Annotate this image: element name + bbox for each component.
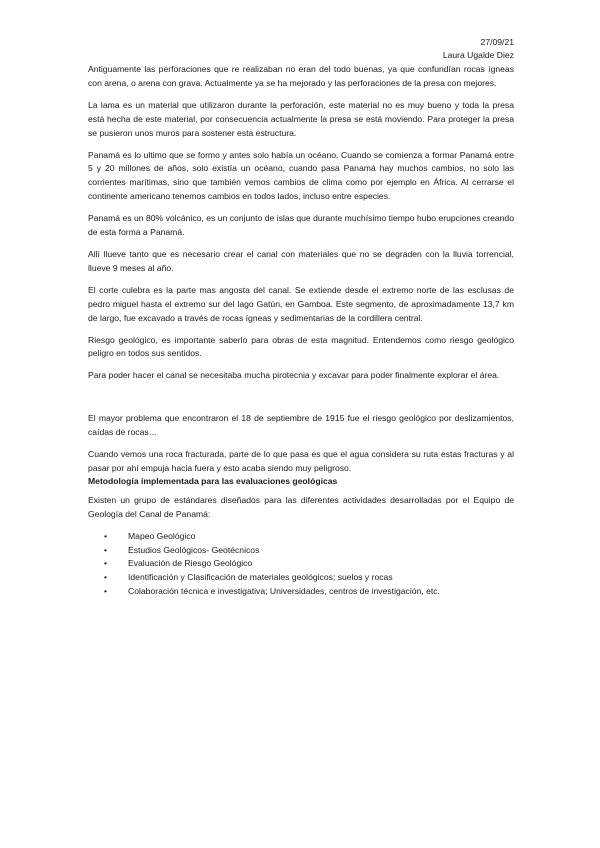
- list-item: [88, 585, 514, 599]
- paragraph: Panamá es un 80% volcánico, es un conjunto de islas que durante muchísimo tiempo hubo erupciones creando de esta forma a Panamá.: [88, 213, 514, 238]
- paragraph: Panamá es lo ultimo que se formo y antes solo había un océano. Cuando se comienza a formar Panamá entre 5 y 20 millones de años, solo existía un océano, cuando pasa Panamá hay muchos cambios, no solo las corrientes marítimas, sino que también vemos cambios de clima como por ejemplo en África. Al cerrarse el continente americano tenemos cambios en todos lados, incluso entre especies.: [88, 149, 514, 202]
- paragraph: El mayor problema que encontraron el 18 de septiembre de 1915 fue el riesgo geológico por deslizamientos, caídas de rocas…: [88, 413, 514, 438]
- bullet-icon: •: [104, 572, 108, 583]
- list-item: [88, 530, 514, 544]
- bullet-icon: •: [104, 558, 108, 569]
- list-item-text: Estudios Geológicos- Geotécnicos: [128, 544, 260, 555]
- bullet-icon: •: [104, 586, 108, 597]
- paragraph: Para poder hacer el canal se necesitaba mucha pirotecnia y excavar para poder finalmente explorar el área.: [88, 370, 500, 381]
- paragraph: Allí llueve tanto que es necesario crear el canal con materiales que no se degraden con la lluvia torrencial, llueve 9 meses al año.: [88, 248, 514, 273]
- bullet-icon: •: [104, 544, 108, 555]
- list-item-text: Colaboración técnica e investigativa; Universidades, centros de investigación, etc.: [128, 586, 440, 597]
- bullet-list: [88, 530, 514, 600]
- list-item: [88, 571, 514, 585]
- paragraph: Antiguamente las perforaciones que re realizaban no eran del todo buenas, ya que confundían rocas ígneas con arena, o arena con grava. Actualmente ya se ha mejorado y las perforaciones de la presa con mejores.: [88, 64, 514, 88]
- document-page: [88, 36, 514, 599]
- paragraph: Riesgo geológico, es importante saberlo para obras de esta magnitud. Entendemos como riesgo geológico peligro en todos sus sentidos.: [88, 334, 514, 359]
- document-header: [88, 36, 514, 62]
- header-date: 27/09/21: [480, 37, 514, 47]
- section-heading: Metodología implementada para las evaluaciones geológicas: [88, 475, 338, 486]
- section-intro: Existen un grupo de estándares diseñados para las diferentes actividades desarrolladas por el Equipo de Geología del Canal de Panamá:: [88, 494, 514, 519]
- list-item-text: Identificación y Clasificación de materiales geológicos; suelos y rocas: [128, 572, 393, 583]
- list-item: [88, 557, 514, 571]
- header-author: Laura Ugalde Diez: [442, 50, 514, 60]
- paragraph: Cuando vemos una roca fracturada, parte de lo que pasa es que el agua considera su ruta estas fracturas y al pasar por ahí empuja hacia fuera y esto acaba siendo muy peligroso.: [88, 449, 514, 473]
- list-item: [88, 544, 514, 558]
- list-item-text: Mapeo Geológico: [128, 530, 196, 541]
- list-item-text: Evaluación de Riesgo Geológico: [128, 558, 253, 569]
- paragraph: El corte culebra es la parte mas angosta del canal. Se extiende desde el extremo norte de las esclusas de pedro miguel hasta el extremo sur del lago Gatún, en Gamboa. Este segmento, de aproximadamente 13,7 km de largo, fue excavado a través de rocas ígneas y sedimentarias de la cordillera central.: [88, 284, 514, 323]
- bullet-icon: •: [104, 530, 108, 541]
- paragraph: La lama es un material que utilizaron durante la perforación, este material no es muy bueno y toda la presa está hecha de este material, por consecuencia actualmente la presa se está moviendo. Para proteger la presa se pusieron unos muros para sostener esta estructura.: [88, 99, 514, 138]
